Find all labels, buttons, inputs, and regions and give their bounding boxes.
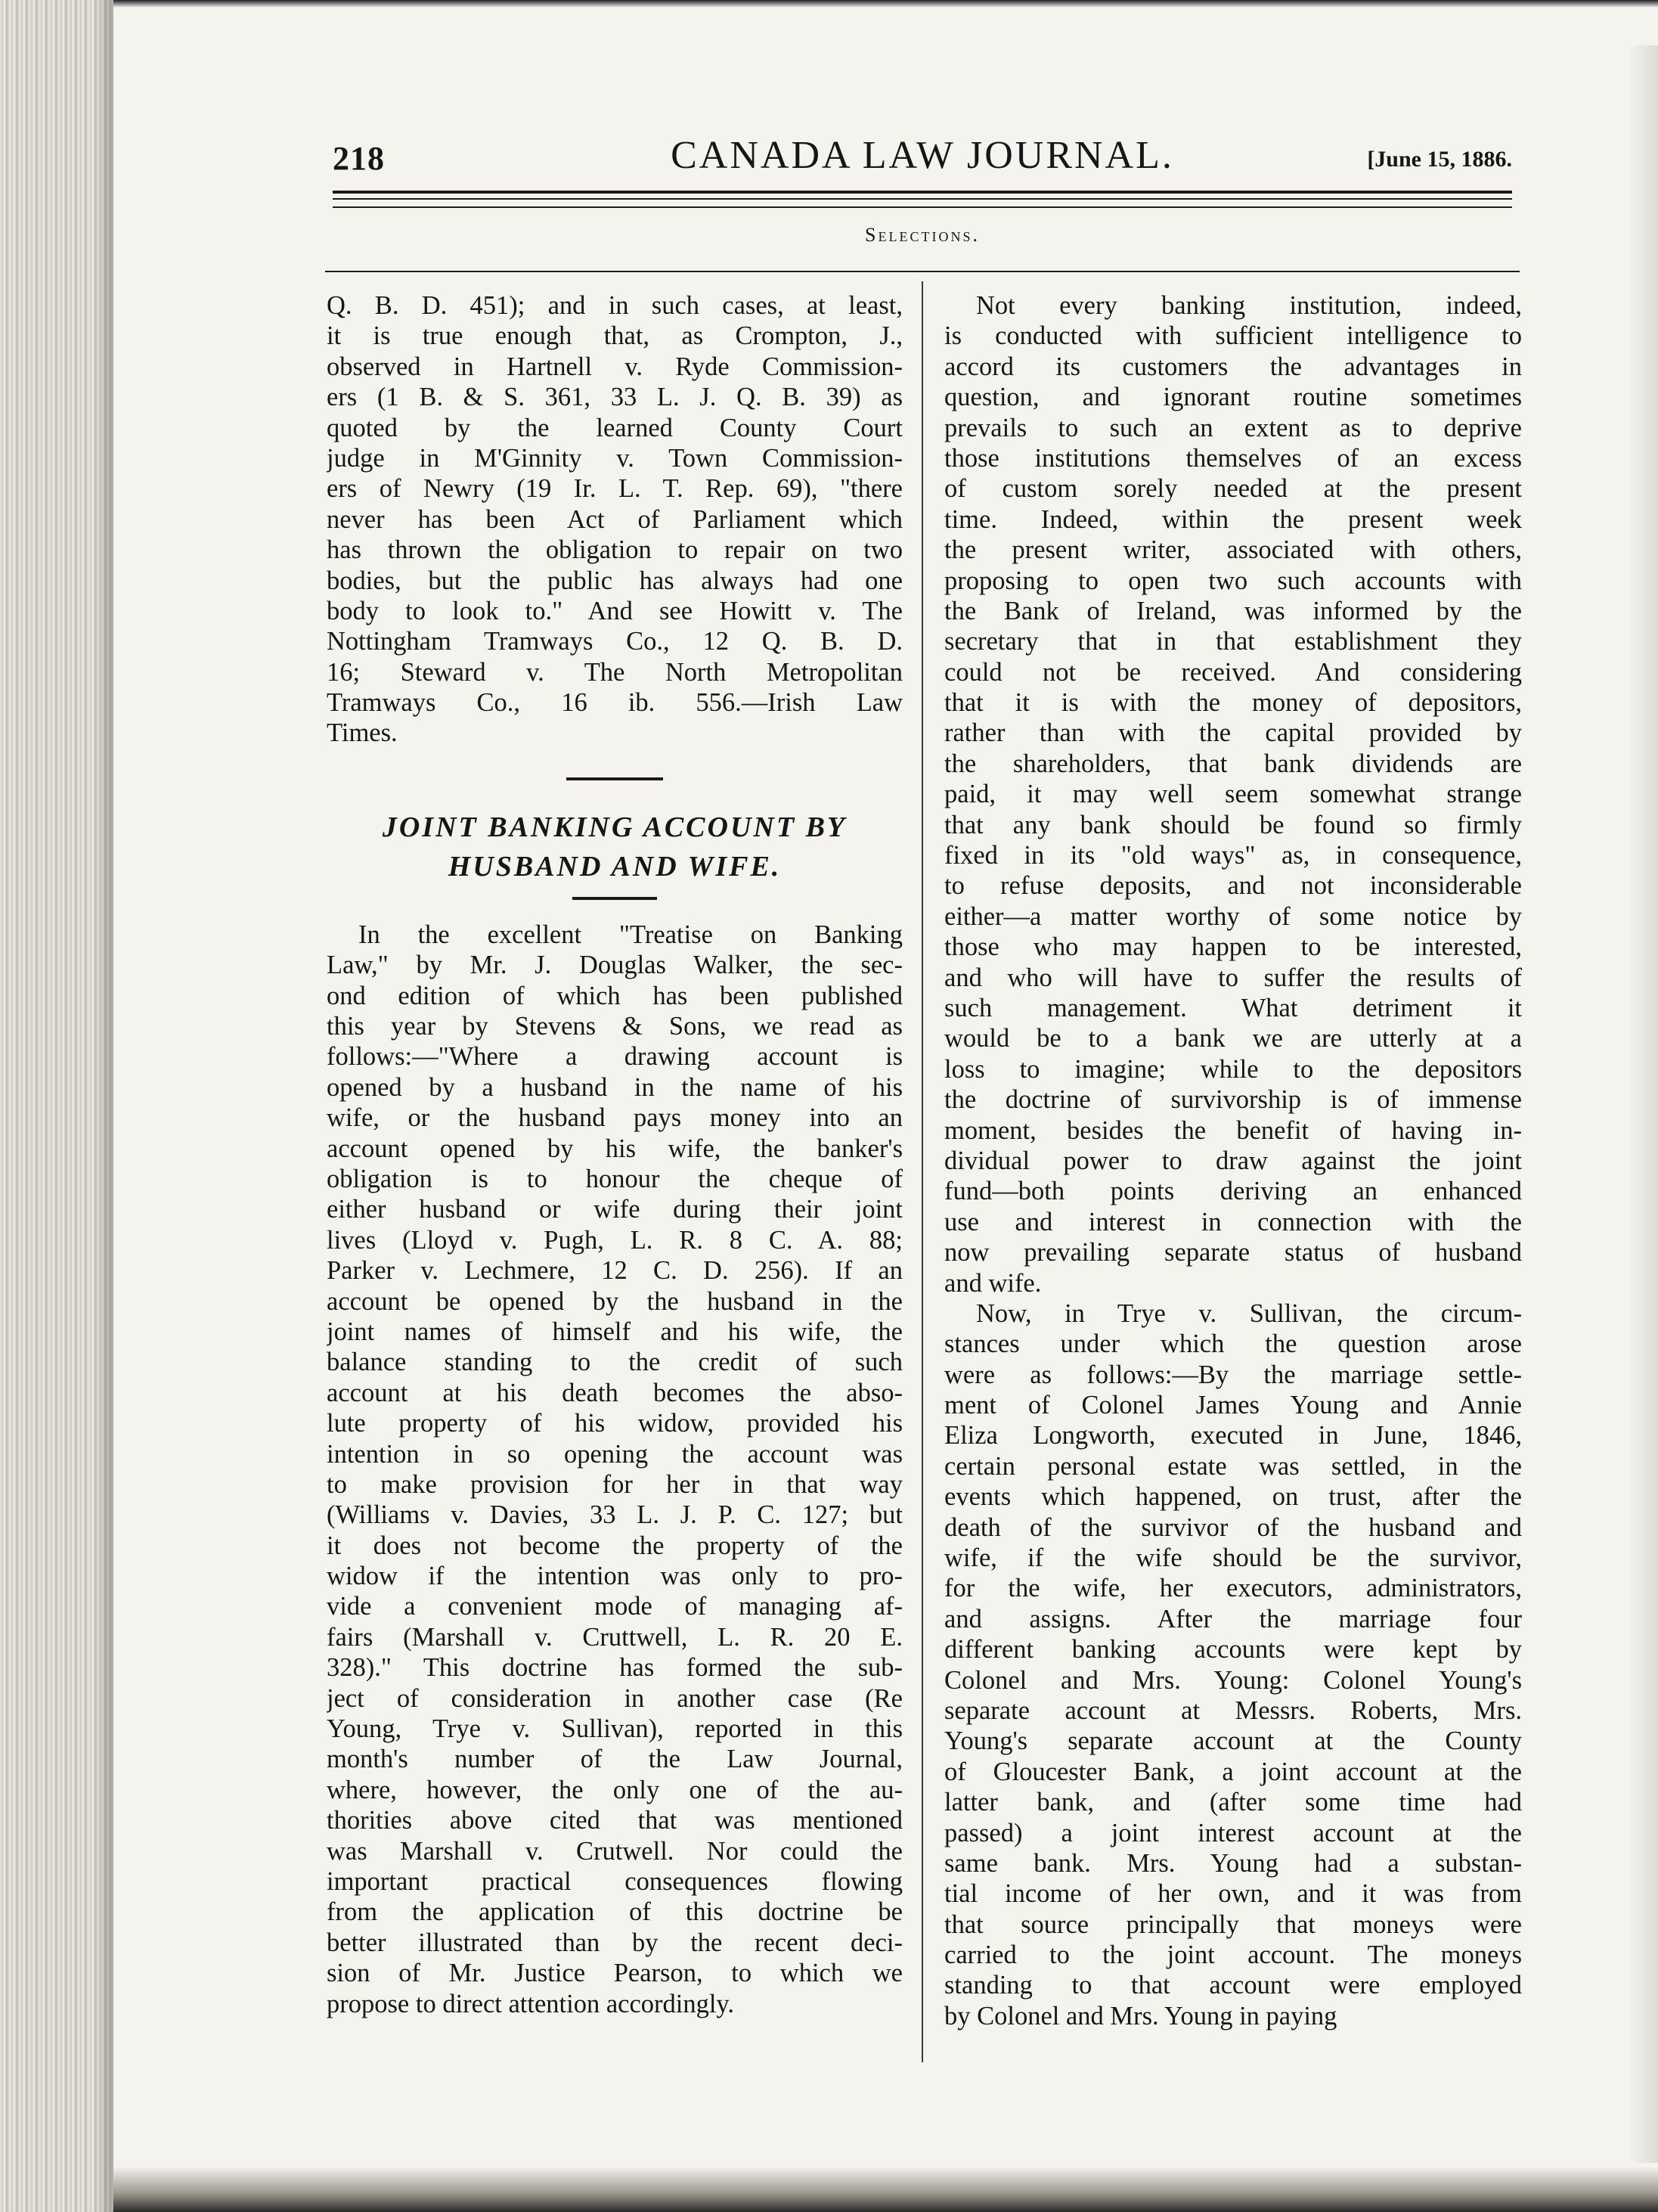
section-rule [325, 271, 1520, 272]
text-line: (Williams v. Davies, 33 L. J. P. C. 127; but [327, 1500, 903, 1530]
text-line: that it is with the money of depositors, [944, 688, 1522, 718]
text-line: balance standing to the credit of such [327, 1348, 903, 1377]
text-line: and wife. [944, 1268, 1042, 1298]
text-line: propose to direct attention accordingly. [327, 1989, 735, 2018]
text-line: bodies, but the public has always had one [327, 566, 903, 595]
page-number: 218 [333, 140, 385, 177]
text-line: either—a matter worthy of some notice by [944, 901, 1522, 931]
issue-date: [June 15, 1886. [1367, 147, 1512, 172]
text-line: it does not become the property of the [327, 1531, 903, 1560]
text-line: paid, it may well seem somewhat strange [944, 780, 1522, 809]
text-line: of Gloucester Bank, a joint account at the [944, 1757, 1522, 1786]
text-line: quoted by the learned County Court [327, 413, 903, 442]
page-header [333, 133, 1512, 178]
text-line: passed) a joint interest account at the [944, 1818, 1522, 1847]
text-line: In the excellent "Treatise on Banking [358, 920, 903, 949]
text-line: those who may happen to be interested, [944, 932, 1522, 962]
text-line: obligation is to honour the cheque of [327, 1164, 903, 1193]
text-line: vide a convenient mode of managing af- [327, 1592, 903, 1621]
text-line: secretary that in that establishment they [944, 627, 1522, 656]
text-line: proposing to open two such accounts with [944, 566, 1522, 595]
text-line: carried to the joint account. The moneys [944, 1941, 1522, 1970]
text-line: time. Indeed, within the present week [944, 504, 1522, 534]
text-line: now prevailing separate status of husband [944, 1238, 1522, 1267]
text-line: ject of consideration in another case (Re [327, 1683, 903, 1713]
text-line: certain personal estate was settled, in the [944, 1451, 1522, 1481]
text-line: Young, Trye v. Sullivan), reported in this [327, 1714, 903, 1744]
heading-underline-ornament [572, 897, 657, 900]
text-line: it is true enough that, as Crompton, J., [327, 321, 903, 351]
journal-title: CANADA LAW JOURNAL. [671, 134, 1174, 177]
text-line: could not be received. And considering [944, 657, 1522, 687]
article-heading [327, 808, 903, 886]
text-line: 328)." This doctrine has formed the sub- [327, 1653, 903, 1683]
book-binding-edge [0, 0, 113, 2212]
text-line: Tramways Co., 16 ib. 556.—Irish Law [327, 688, 903, 718]
text-line: death of the survivor of the husband and [944, 1512, 1522, 1542]
text-line: ers (1 B. & S. 361, 33 L. J. Q. B. 39) as [327, 383, 903, 412]
text-line: Colonel and Mrs. Young: Colonel Young's [944, 1665, 1522, 1695]
text-line: the present writer, associated with others, [944, 535, 1522, 565]
right-column [944, 290, 1522, 2031]
text-line: Law," by Mr. J. Douglas Walker, the sec- [327, 951, 903, 980]
text-line: to refuse deposits, and not inconsiderable [944, 871, 1522, 901]
page-bottom-edge [113, 2167, 1658, 2212]
text-line: better illustrated than by the recent deci- [327, 1928, 903, 1957]
text-line: is conducted with sufficient intelligence to [944, 321, 1522, 351]
text-line: lute property of his widow, provided his [327, 1409, 903, 1438]
text-line: Nottingham Tramways Co., 12 Q. B. D. [327, 627, 903, 656]
text-line: Parker v. Lechmere, 12 C. D. 256). If an [327, 1256, 903, 1286]
text-line: moment, besides the benefit of having in- [944, 1115, 1522, 1145]
text-line: accord its customers the advantages in [944, 352, 1522, 381]
article-heading-line-1: JOINT BANKING ACCOUNT BY [382, 811, 848, 843]
text-line: Young's separate account at the County [944, 1726, 1522, 1756]
text-line: Times. [327, 718, 398, 748]
text-line: stances under which the question arose [944, 1329, 1522, 1359]
page-right-edge [1628, 45, 1658, 2163]
text-line: important practical consequences flowing [327, 1866, 903, 1896]
text-line: body to look to." And see Howitt v. The [327, 596, 903, 625]
text-line: would be to a bank we are utterly at a [944, 1024, 1522, 1053]
text-line: wife, if the wife should be the survivor, [944, 1543, 1522, 1573]
text-line: account at his death becomes the abso- [327, 1378, 903, 1407]
text-line: intention in so opening the account was [327, 1439, 903, 1469]
text-line: account opened by his wife, the banker's [327, 1134, 903, 1163]
text-line: ond edition of which has been published [327, 981, 903, 1010]
text-line: wife, or the husband pays money into an [327, 1103, 903, 1133]
text-line: of custom sorely needed at the present [944, 474, 1522, 504]
text-line: those institutions themselves of an excess [944, 443, 1522, 473]
left-column [327, 290, 903, 2019]
right-column-paragraph-1 [944, 290, 1522, 1298]
text-line: different banking accounts were kept by [944, 1635, 1522, 1664]
text-line: same bank. Mrs. Young had a substan- [944, 1848, 1522, 1878]
text-line: rather than with the capital provided by [944, 718, 1522, 748]
text-line: use and interest in connection with the [944, 1207, 1522, 1236]
text-line: loss to imagine; while to the depositors [944, 1054, 1522, 1084]
left-column-continuation-text [327, 290, 903, 749]
text-line: fund—both points deriving an enhanced [944, 1177, 1522, 1206]
text-line: joint names of himself and his wife, the [327, 1317, 903, 1346]
header-rule-thick [333, 191, 1512, 194]
text-line: that source principally that moneys were [944, 1910, 1522, 1939]
text-line: sion of Mr. Justice Pearson, to which we [327, 1959, 903, 1988]
text-line: the shareholders, that bank dividends are [944, 749, 1522, 778]
text-line: prevails to such an extent as to deprive [944, 413, 1522, 442]
text-line: opened by a husband in the name of his [327, 1072, 903, 1102]
text-line: were as follows:—By the marriage settle- [944, 1360, 1522, 1389]
text-line: the doctrine of survivorship is of immense [944, 1085, 1522, 1115]
text-line: widow if the intention was only to pro- [327, 1562, 903, 1591]
text-line: Eliza Longworth, executed in June, 1846, [944, 1421, 1522, 1450]
text-line: fixed in its "old ways" as, in consequence, [944, 841, 1522, 870]
article-body-text [327, 920, 903, 2019]
text-line: thorities above cited that was mentioned [327, 1806, 903, 1835]
text-line: lives (Lloyd v. Pugh, L. R. 8 C. A. 88; [327, 1225, 903, 1255]
text-line: was Marshall v. Crutwell. Nor could the [327, 1836, 903, 1866]
text-line: fairs (Marshall v. Cruttwell, L. R. 20 E. [327, 1622, 903, 1652]
header-rule-thin [333, 198, 1512, 200]
text-line: events which happened, on trust, after the [944, 1482, 1522, 1512]
text-line: and who will have to suffer the results of [944, 963, 1522, 992]
text-line: ers of Newry (19 Ir. L. T. Rep. 69), "there [327, 474, 903, 504]
text-line: either husband or wife during their joint [327, 1195, 903, 1224]
header-rule-thin-lower [333, 206, 1512, 208]
article-heading-line-2: HUSBAND AND WIFE. [448, 850, 782, 883]
text-line: by Colonel and Mrs. Young in paying [944, 2001, 1337, 2031]
text-line: question, and ignorant routine sometimes [944, 383, 1522, 412]
text-line: follows:—"Where a drawing account is [327, 1042, 903, 1072]
text-line: and assigns. After the marriage four [944, 1604, 1522, 1633]
text-line: to make provision for her in that way [327, 1469, 903, 1499]
text-line: Not every banking institution, indeed, [976, 291, 1522, 320]
text-line: such management. What detriment it [944, 993, 1522, 1022]
section-label: Selections. [865, 224, 980, 246]
text-line: month's number of the Law Journal, [327, 1745, 903, 1774]
text-line: where, however, the only one of the au- [327, 1775, 903, 1804]
text-line: dividual power to draw against the joint [944, 1146, 1522, 1175]
section-divider-ornament [566, 777, 663, 780]
column-divider [922, 281, 923, 2062]
right-column-paragraph-2 [944, 1298, 1522, 2031]
text-line: the Bank of Ireland, was informed by the [944, 596, 1522, 625]
text-line: Now, in Trye v. Sullivan, the circum- [976, 1298, 1522, 1328]
text-line: has thrown the obligation to repair on two [327, 535, 903, 565]
text-line: separate account at Messrs. Roberts, Mrs. [944, 1695, 1522, 1725]
text-line: observed in Hartnell v. Ryde Commission- [327, 352, 903, 381]
text-line: Q. B. D. 451); and in such cases, at least, [327, 291, 903, 320]
text-line: 16; Steward v. The North Metropolitan [327, 657, 903, 687]
text-line: account be opened by the husband in the [327, 1286, 903, 1316]
text-line: for the wife, her executors, administrators, [944, 1574, 1522, 1603]
text-line: never has been Act of Parliament which [327, 504, 903, 534]
text-line: ment of Colonel James Young and Annie [944, 1391, 1522, 1420]
text-line: from the application of this doctrine be [327, 1897, 903, 1927]
text-line: this year by Stevens & Sons, we read as [327, 1012, 903, 1041]
text-line: judge in M'Ginnity v. Town Commission- [327, 443, 903, 473]
page-top-edge [113, 0, 1658, 8]
text-line: standing to that account were employed [944, 1971, 1522, 2000]
text-line: tial income of her own, and it was from [944, 1879, 1522, 1909]
text-line: latter bank, and (after some time had [944, 1788, 1522, 1817]
text-line: that any bank should be found so firmly [944, 810, 1522, 839]
